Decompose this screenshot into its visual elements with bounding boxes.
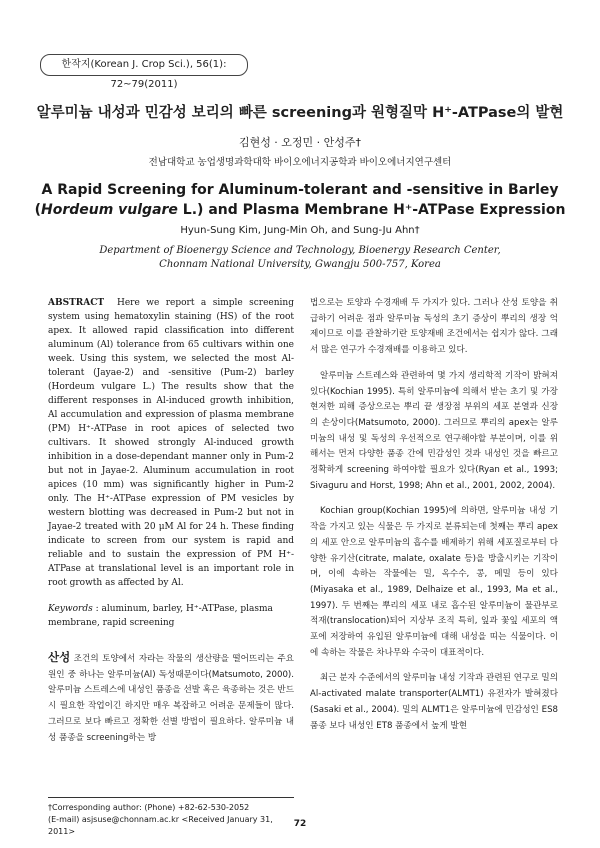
english-authors: Hyun-Sung Kim, Jung-Min Oh, and Sung-Ju Ahn† <box>180 225 420 236</box>
title-paren: ( <box>34 202 41 218</box>
body-paragraph-1: 법으로는 토양과 수경재배 두 가지가 있다. 그러나 산성 토양을 취급하기 어려운 점과 알루미늄 독성의 초기 증상이 뿌리의 생장 억제이므로 이를 관찰하기란 토양재배 조건에서는 쉽지가 않다. 그래서 많은 연구가 수경재배를 이용하고 있다. <box>310 298 558 356</box>
body-paragraph-3: Kochian group(Kochian 1995)에 의하면, 알루미늄 내성 기작을 가지고 있는 식물은 두 가지로 분류되는데 첫째는 뿌리 apex의 세포 안으로 알루미늄의 흡수를 배제하기 위해 세포질로부터 다양한 유기산(citrate, malate, oxalate 등)을 방출시키는 기작이며, 이에 속하는 작물에는 밀, 옥수수, 콩, 메밀 등이 있다(Miyasaka et al., 1989, Delhaize et al., 1993, Ma et al., 1997). 두 번째는 뿌리의 세포 내로 흡수된 알루미늄이 물관부로 적재(translocation)되어 지상부 조직 특히, 잎과 꽃잎 세포의 액포에 저장하여 유입된 알루미늄에 대해 내성을 띠는 식물이다. 이에 속하는 작물은 차나무와 수국이 대표적이다. <box>310 506 558 658</box>
english-affiliation <box>20 244 580 272</box>
introduction-start <box>48 650 294 746</box>
intro-left-text: 조건의 토양에서 자라는 작물의 생산량을 떨어뜨리는 주요 원인 중 하나는 알루미늄(Al) 독성때문이다(Matsumoto, 2000). 알루미늄 스트레스에 내성인 품종을 선발 혹은 육종하는 것은 반드시 필요한 작업이긴 하지만 매우 복잡하고 어려운 문제들이 많다. 그러므로 보다 빠르고 정확한 선별 방법이 필요하다. 알루미늄 내성 품종을 screening하는 방 <box>48 654 294 743</box>
page-number: 72 <box>293 819 307 829</box>
english-affiliation-line2: Chonnam National University, Gwangju 500-757, Korea <box>159 259 441 270</box>
english-title-line2-rest: L.) and Plasma Membrane H⁺-ATPase Expression <box>177 202 566 218</box>
abstract-label: ABSTRACT <box>48 298 105 308</box>
corresponding-author-footnote <box>48 797 294 838</box>
species-name: Hordeum vulgare <box>40 202 178 218</box>
keywords <box>48 602 294 630</box>
footnote-line1: †Corresponding author: (Phone) +82-62-530-2052 <box>48 803 250 812</box>
abstract-text: Here we report a simple screening system using hematoxylin staining (HS) of the root apex. It allowed rapid classification into different aluminum (Al) tolerance from 65 cultivars within one week. Using this system, we selected the most Al-tolerant (Jayae-2) and -sensitive (Pum-2) barley (Hordeum vulgare L.) The results show that the different responses in Al-induced growth inhibition, Al accumulation and expression of plasma membrane (PM) H⁺-ATPase in root apices of selected two cultivars. It showed strongly Al-induced growth inhibition in a dose-dependant manner only in Pum-2 but not in Jayae-2. Aluminum accumulation in root apices (10 mm) was significantly higher in Pum-2 only. The H⁺-ATPase expression of PM vesicles by western blotting was decreased in Pum-2 but not in Jayae-2 treated with 20 μM Al for 24 h. These finding indicate to screen from our system is rapid and reliable and to sustain the expression of PM H⁺-ATPase at translational level is an important role in root growth as affected by Al. <box>48 298 294 588</box>
keywords-label: Keywords <box>48 604 93 614</box>
english-affiliation-line1: Department of Bioenergy Science and Technology, Bioenergy Research Center, <box>99 245 501 256</box>
intro-lead-word: 산성 <box>48 650 71 664</box>
english-title-line2 <box>20 200 580 220</box>
korean-authors: 김현성 · 오정민 · 안성주† <box>238 136 362 149</box>
abstract <box>48 296 294 590</box>
journal-citation-tag: 한작지(Korean J. Crop Sci.), 56(1): 72~79(2011) <box>40 54 248 76</box>
right-column <box>310 296 558 734</box>
left-column <box>48 296 294 746</box>
korean-affiliation: 전남대학교 농업생명과학대학 바이오에너지공학과 바이오에너지연구센터 <box>148 157 452 168</box>
english-title-line1: A Rapid Screening for Aluminum-tolerant and -sensitive in Barley <box>41 182 559 198</box>
keywords-text: : aluminum, barley, H⁺-ATPase, plasma membrane, rapid screening <box>48 604 273 628</box>
english-title <box>20 180 580 220</box>
body-paragraph-2: 알루미늄 스트레스와 관련하여 몇 가지 생리학적 기작이 밝혀져 있다(Kochian 1995). 특히 알루미늄에 의해서 받는 초기 및 가장 현저한 피해 증상으로는 뿌리 끝 생장점 부위의 세포 분열과 신장의 손상이다(Matsumoto, 2000). 그러므로 뿌리의 apex는 알루미늄의 내성 및 독성의 우선적으로 연구해야할 부분이며, 이를 위해서는 먼저 다양한 품종 간에 민감성인 것과 내성인 것을 빠르고 정확하게 screening 하여야할 필요가 있다(Ryan et al., 1993; Sivaguru and Horst, 1998; Ahn et al., 2001, 2002, 2004). <box>310 370 558 491</box>
body-paragraph-4: 최근 분자 수준에서의 알루미늄 내성 기작과 관련된 연구로 밀의 Al-activated malate transporter(ALMT1) 유전자가 발혀졌다(Sasaki et al., 2004). 밀의 ALMT1은 알루미늄에 민감성인 ES8 품종 보다 내성인 ET8 품종에서 높게 발현 <box>310 673 558 731</box>
footnote-line2: (E-mail) asjsuse@chonnam.ac.kr <Received January 31, 2011> <box>48 815 273 836</box>
korean-title: 알루미늄 내성과 민감성 보리의 빠른 screening과 원형질막 H⁺-ATPase의 발현 <box>36 105 564 121</box>
